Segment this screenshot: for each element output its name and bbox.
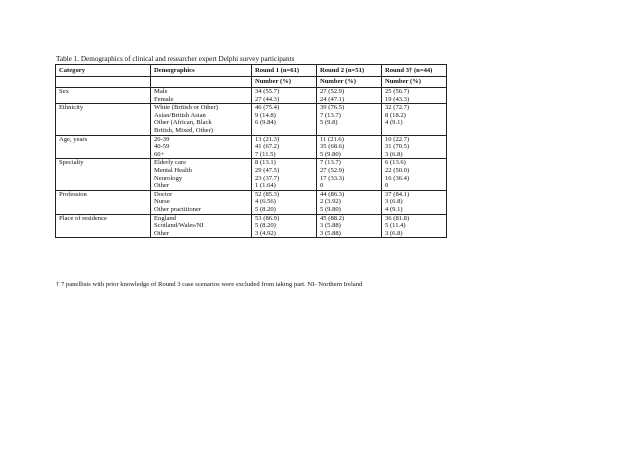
count-value: 23 (37.7)	[255, 174, 280, 182]
table-header-row	[56, 65, 447, 77]
count-value: 3 (4.92)	[255, 229, 276, 237]
round-1-cell	[252, 88, 317, 104]
count-value: 53 (86.9)	[255, 214, 280, 222]
category-cell	[56, 88, 151, 104]
table-row	[56, 135, 447, 159]
count-value: 44 (86.3)	[320, 190, 345, 198]
demographic-label: Female	[154, 95, 174, 103]
round-2-cell	[317, 135, 382, 159]
round-3-cell	[382, 135, 447, 159]
count-value: 34 (55.7)	[255, 88, 280, 95]
count-value: 36 (81.8)	[385, 214, 410, 222]
count-value: 13 (21.3)	[255, 135, 280, 143]
count-value: 32 (72.7)	[385, 104, 410, 112]
demographic-label: Asian/British Asian	[154, 111, 206, 119]
round-1-cell	[252, 135, 317, 159]
demographic-label: Other practitioner	[154, 205, 202, 213]
demographics-cell	[151, 214, 252, 238]
round-2-cell	[317, 214, 382, 238]
demographic-label: Nurse	[154, 198, 170, 206]
count-value: 25 (56.7)	[385, 88, 410, 95]
round-3-cell	[382, 104, 447, 135]
count-value: 9 (14.8)	[255, 111, 276, 119]
demographic-label: Scotland/Wales/NI	[154, 222, 204, 230]
count-value: 45 (88.2)	[320, 214, 345, 222]
count-value: 39 (76.5)	[320, 104, 345, 112]
round-1-cell	[252, 104, 317, 135]
demographics-table	[55, 64, 447, 238]
subheader-blank-demographics	[151, 77, 252, 88]
table-row	[56, 159, 447, 190]
demographic-label: Other	[154, 182, 170, 190]
table-body	[56, 88, 447, 238]
count-value: 52 (85.3)	[255, 190, 280, 198]
header-category: Category	[56, 65, 151, 77]
demographic-label: Doctor	[154, 190, 173, 198]
count-value: 29 (47.5)	[255, 166, 280, 174]
count-value: 27 (52.9)	[320, 166, 345, 174]
category-label: Specialty	[59, 159, 84, 167]
round-3-cell	[382, 88, 447, 104]
count-value: 6 (13.6)	[385, 159, 406, 167]
subheader-round-2: Number (%)	[317, 77, 382, 88]
table-row	[56, 88, 447, 104]
demographic-label: British, Mixed, Other)	[154, 126, 213, 134]
count-value	[320, 127, 378, 135]
count-value: 16 (36.4)	[385, 174, 410, 182]
count-value: 8 (13.1)	[255, 159, 276, 167]
round-2-cell	[317, 159, 382, 190]
count-value: 7 (13.7)	[320, 159, 341, 167]
count-value: 7 (13.7)	[320, 111, 341, 119]
round-2-cell	[317, 104, 382, 135]
header-round-2: Round 2 (n=51)	[317, 65, 382, 77]
category-cell	[56, 214, 151, 238]
count-value: 3 (6.8)	[385, 150, 403, 158]
count-value: 3 (5.88)	[320, 229, 341, 237]
demographic-label: Male	[154, 88, 168, 95]
count-value: 5 (8.20)	[255, 222, 276, 230]
count-value: 2 (3.92)	[320, 198, 341, 206]
subheader-round-3: Number (%)	[382, 77, 447, 88]
demographics-cell	[151, 190, 252, 214]
count-value: 35 (68.6)	[320, 143, 345, 151]
count-value: 3 (6.8)	[385, 198, 403, 206]
table-row	[56, 214, 447, 238]
subheader-blank-category	[56, 77, 151, 88]
demographic-label: 60+	[154, 150, 165, 158]
header-demographics: Demographics	[151, 65, 252, 77]
table-caption: Table 1. Demographics of clinical and researcher expert Delphi survey participants	[56, 55, 295, 63]
count-value: 31 (70.5)	[385, 143, 410, 151]
count-value: 4 (9.1)	[385, 205, 403, 213]
demographics-cell	[151, 159, 252, 190]
category-cell	[56, 135, 151, 159]
category-cell	[56, 104, 151, 135]
header-round-3: Round 3† (n=44)	[382, 65, 447, 77]
count-value: 37 (84.1)	[385, 190, 410, 198]
count-value	[385, 127, 443, 135]
count-value: 27 (44.3)	[255, 95, 280, 103]
count-value: 8 (18.2)	[385, 111, 406, 119]
category-label: Age, years	[59, 135, 88, 143]
demographic-label: Other (African, Black	[154, 119, 212, 127]
count-value: 7 (11.5)	[255, 150, 276, 158]
table-row	[56, 104, 447, 135]
count-value: 3 (6.8)	[385, 229, 403, 237]
category-label: Sex	[59, 88, 69, 95]
count-value: 5 (8.20)	[255, 205, 276, 213]
count-value: 10 (22.7)	[385, 135, 410, 143]
round-3-cell	[382, 214, 447, 238]
count-value: 4 (6.56)	[255, 198, 276, 206]
count-value: 27 (52.9)	[320, 88, 345, 95]
demographics-cell	[151, 88, 252, 104]
count-value: 1 (1.64)	[255, 182, 276, 190]
table-subheader-row	[56, 77, 447, 88]
category-label: Ethnicity	[59, 104, 84, 112]
demographic-label: Mental Health	[154, 166, 192, 174]
count-value: 22 (50.0)	[385, 166, 410, 174]
demographics-cell	[151, 104, 252, 135]
count-value: 5 (9.80)	[320, 150, 341, 158]
category-cell	[56, 159, 151, 190]
demographic-label: Neurology	[154, 174, 183, 182]
category-label: Place of residence	[59, 214, 107, 222]
round-1-cell	[252, 159, 317, 190]
table-footnote: † 7 panellists with prior knowledge of Round 3 case scenarios were excluded from taking part. NI- Northern Ireland	[56, 281, 363, 288]
demographic-label: 40-59	[154, 143, 170, 151]
table-row	[56, 190, 447, 214]
round-3-cell	[382, 159, 447, 190]
count-value: 3 (5.88)	[320, 222, 341, 230]
category-label: Profession	[59, 190, 87, 198]
demographic-label: 20-39	[154, 135, 170, 143]
round-1-cell	[252, 190, 317, 214]
count-value: 4 (9.1)	[385, 119, 403, 127]
demographic-label: White (British or Other)	[154, 104, 218, 112]
count-value: 24 (47.1)	[320, 95, 345, 103]
count-value: 17 (33.3)	[320, 174, 345, 182]
count-value: 5 (9.8)	[320, 119, 338, 127]
count-value	[255, 127, 313, 135]
subheader-round-1: Number (%)	[252, 77, 317, 88]
header-round-1: Round 1 (n=61)	[252, 65, 317, 77]
count-value: 46 (75.4)	[255, 104, 280, 112]
demographics-cell	[151, 135, 252, 159]
count-value: 19 (43.3)	[385, 95, 410, 103]
count-value: 6 (9.84)	[255, 119, 276, 127]
count-value: 5 (9.80)	[320, 205, 341, 213]
count-value: 11 (21.6)	[320, 135, 344, 143]
demographic-label: Elderly care	[154, 159, 187, 167]
category-cell	[56, 190, 151, 214]
round-2-cell	[317, 88, 382, 104]
count-value: 0	[385, 182, 389, 190]
round-1-cell	[252, 214, 317, 238]
demographic-label: England	[154, 214, 176, 222]
demographic-label: Other	[154, 229, 170, 237]
count-value: 41 (67.2)	[255, 143, 280, 151]
count-value: 0	[320, 182, 324, 190]
count-value: 5 (11.4)	[385, 222, 406, 230]
round-3-cell	[382, 190, 447, 214]
round-2-cell	[317, 190, 382, 214]
